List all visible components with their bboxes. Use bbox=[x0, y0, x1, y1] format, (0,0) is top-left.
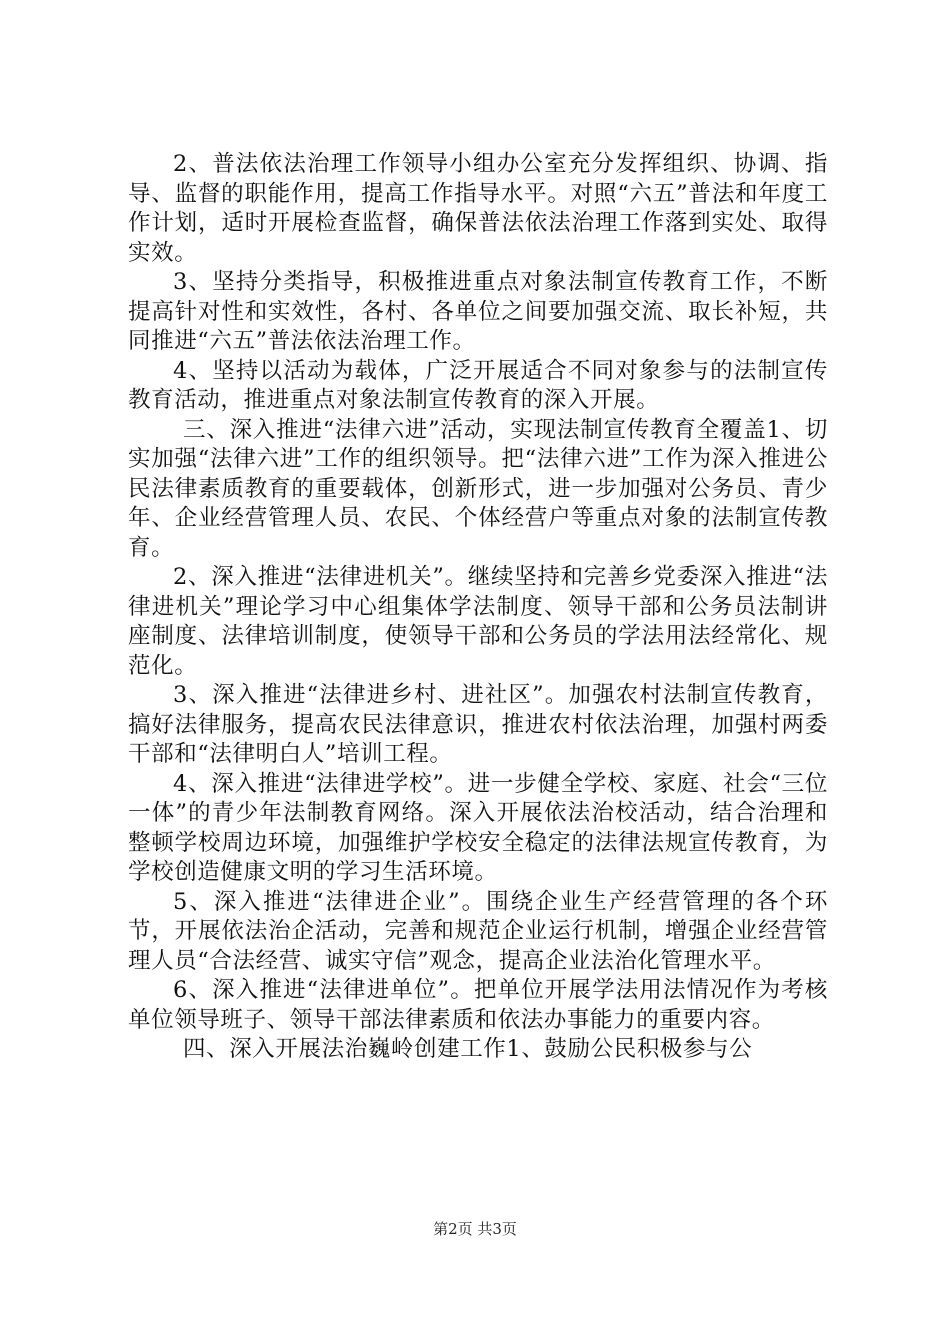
paragraph-2: 3、坚持分类指导，积极推进重点对象法制宣传教育工作，不断提高针对性和实效性，各村、各单位之间要加强交流、取长补短，共同推进“六五”普法依法治理工作。 bbox=[128, 269, 828, 354]
section-heading-4: 四、深入开展法治巍岭创建工作1、鼓励公民积极参与公 bbox=[183, 1036, 753, 1062]
document-body bbox=[128, 150, 828, 1065]
paragraph-9: 6、深入推进“法律进单位”。把单位开展学法用法情况作为考核单位领导班子、领导干部法律素质和依法办事能力的重要内容。 bbox=[128, 977, 828, 1033]
paragraph-8: 5、深入推进“法律进企业”。围绕企业生产经营管理的各个环节，开展依法治企活动，完善和规范企业运行机制，增强企业经营管理人员“合法经营、诚实守信”观念，提高企业法治化管理水平。 bbox=[128, 888, 828, 974]
paragraph-3: 4、坚持以活动为载体，广泛开展适合不同对象参与的法制宣传教育活动，推进重点对象法制宣传教育的深入开展。 bbox=[128, 357, 828, 413]
paragraph-1: 2、普法依法治理工作领导小组办公室充分发挥组织、协调、指导、监督的职能作用，提高工作指导水平。对照“六五”普法和年度工作计划，适时开展检查监督，确保普法依法治理工作落到实处、取得实效。 bbox=[128, 151, 828, 266]
paragraph-7: 4、深入推进“法律进学校”。进一步健全学校、家庭、社会“三位一体”的青少年法制教育网络。深入开展依法治校活动，结合治理和整顿学校周边环境，加强维护学校安全稳定的法律法规宣传教育，为学校创造健康文明的学习生活环境。 bbox=[128, 770, 828, 885]
page-footer: 第2页 共3页 bbox=[433, 1220, 517, 1238]
paragraph-6: 3、深入推进“法律进乡村、进社区”。加强农村法制宣传教育，搞好法律服务，提高农民法律意识，推进农村依法治理，加强村两委干部和“法律明白人”培训工程。 bbox=[128, 682, 828, 767]
paragraph-5: 2、深入推进“法律进机关”。继续坚持和完善乡党委深入推进“法律进机关”理论学习中心组集体学法制度、领导干部和公务员法制讲座制度、法律培训制度，使领导干部和公务员的学法用法经常化、规范化。 bbox=[128, 564, 828, 679]
section-heading-3: 三、深入推进“法律六进”活动，实现法制宣传教育全覆盖1、切实加强“法律六进”工作的组织领导。把“法律六进”工作为深入推进公民法律素质教育的重要载体，创新形式，进一步加强对公务员、青少年、企业经营管理人员、农民、个体经营户等重点对象的法制宣传教育。 bbox=[128, 416, 828, 561]
